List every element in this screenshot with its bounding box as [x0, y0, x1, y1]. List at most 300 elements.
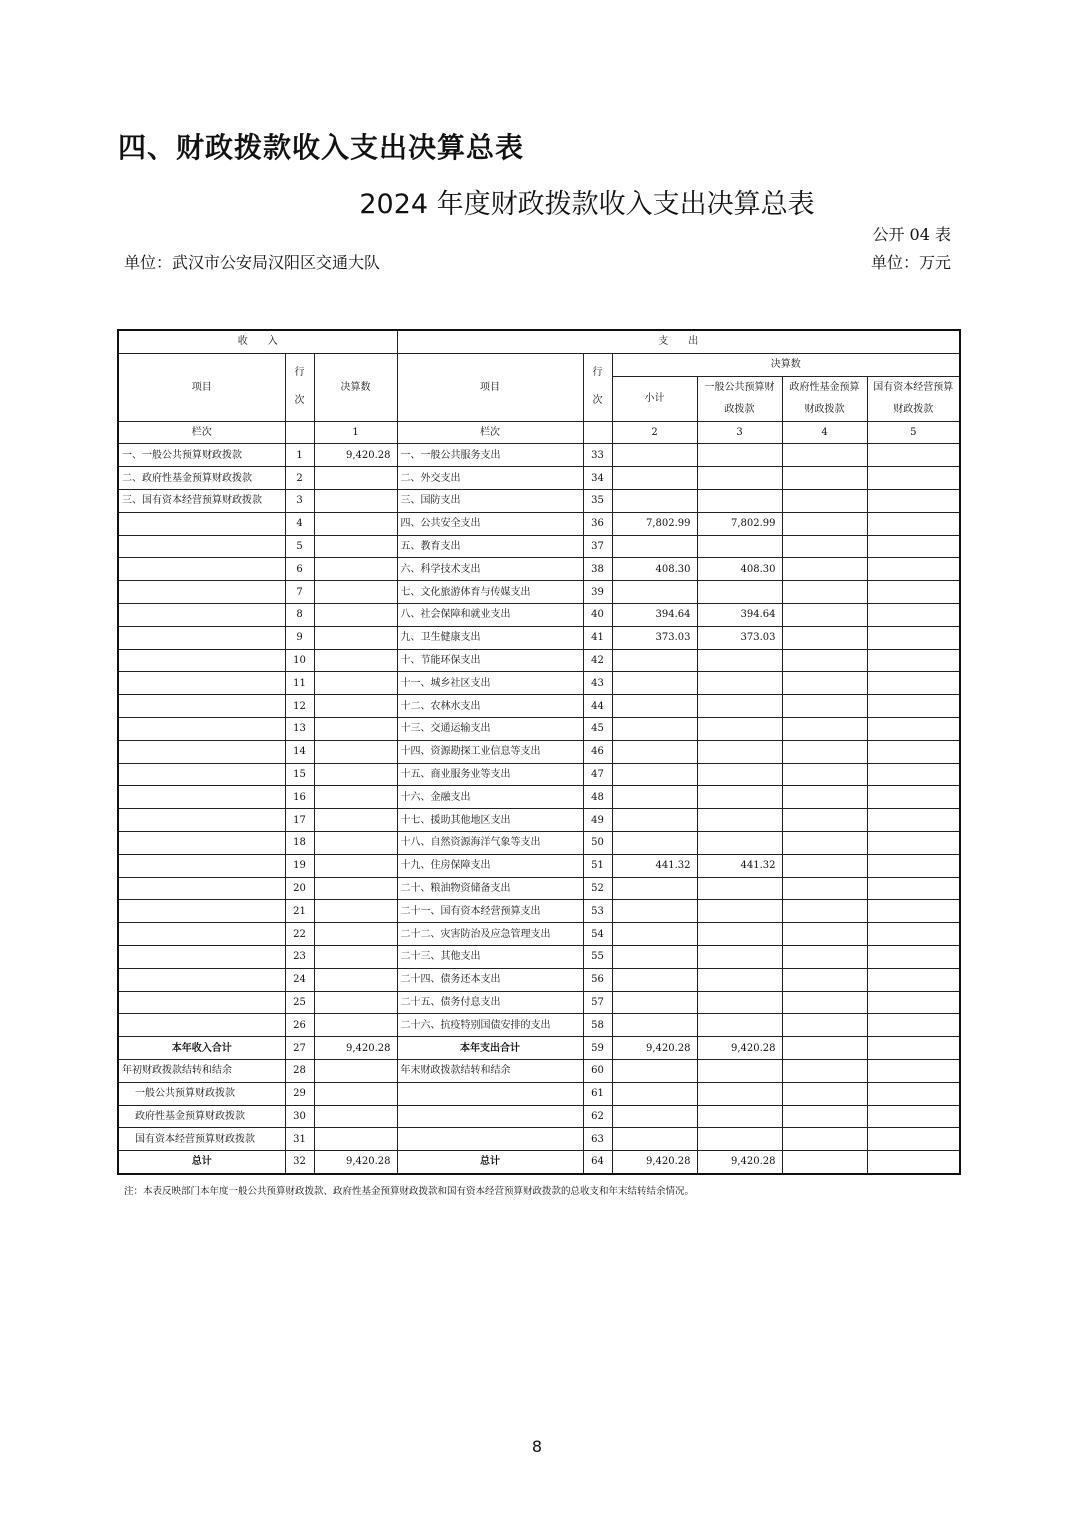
income-row-no: 15 — [285, 763, 314, 786]
form-number: 公开 04 表 — [872, 225, 951, 244]
income-amount: 9,420.28 — [314, 1037, 397, 1060]
income-row-no: 32 — [285, 1151, 314, 1174]
income-amount — [314, 1082, 397, 1105]
expense-gov-fund — [782, 1128, 867, 1151]
expense-row-no: 57 — [583, 991, 612, 1014]
expense-general — [697, 444, 782, 467]
expense-row-no: 54 — [583, 923, 612, 946]
expense-gov-fund — [782, 1082, 867, 1105]
expense-state-capital — [867, 991, 960, 1014]
income-amount — [314, 626, 397, 649]
expense-general — [697, 581, 782, 604]
col-3: 3 — [697, 421, 782, 444]
expense-gov-fund — [782, 854, 867, 877]
expense-subtotal — [612, 717, 697, 740]
income-row-no: 28 — [285, 1059, 314, 1082]
expense-general — [697, 763, 782, 786]
table-row — [118, 444, 960, 467]
income-amount — [314, 786, 397, 809]
income-row-no: 21 — [285, 900, 314, 923]
expense-gov-fund — [782, 786, 867, 809]
income-row-no: 24 — [285, 968, 314, 991]
expense-state-capital — [867, 945, 960, 968]
income-amount — [314, 900, 397, 923]
expense-item: 四、公共安全支出 — [397, 512, 583, 535]
expense-state-capital — [867, 923, 960, 946]
expense-item: 十一、城乡社区支出 — [397, 672, 583, 695]
income-amount — [314, 740, 397, 763]
expense-general — [697, 1082, 782, 1105]
expense-subtotal — [612, 1059, 697, 1082]
expense-row-no: 52 — [583, 877, 612, 900]
table-row — [118, 968, 960, 991]
income-amount — [314, 923, 397, 946]
expense-item: 二十一、国有资本经营预算支出 — [397, 900, 583, 923]
expense-item — [397, 1105, 583, 1128]
expense-subtotal — [612, 444, 697, 467]
expense-gov-fund — [782, 649, 867, 672]
income-amount — [314, 809, 397, 832]
income-item — [118, 581, 285, 604]
expense-item: 九、卫生健康支出 — [397, 626, 583, 649]
income-item — [118, 854, 285, 877]
income-row-no: 19 — [285, 854, 314, 877]
income-amount — [314, 1014, 397, 1037]
expense-general: 441.32 — [697, 854, 782, 877]
expense-subtotal: 9,420.28 — [612, 1151, 697, 1174]
income-amount — [314, 877, 397, 900]
table-row — [118, 581, 960, 604]
table-row — [118, 740, 960, 763]
expense-item: 十四、资源勘探工业信息等支出 — [397, 740, 583, 763]
income-amount — [314, 558, 397, 581]
expense-row-no: 51 — [583, 854, 612, 877]
expense-subtotal — [612, 489, 697, 512]
table-row — [118, 854, 960, 877]
expense-row-no: 56 — [583, 968, 612, 991]
expense-item: 十九、住房保障支出 — [397, 854, 583, 877]
expense-gov-fund — [782, 558, 867, 581]
expense-state-capital — [867, 831, 960, 854]
income-item — [118, 535, 285, 558]
expense-general — [697, 991, 782, 1014]
expense-general — [697, 900, 782, 923]
income-item: 本年收入合计 — [118, 1037, 285, 1060]
expense-gov-fund — [782, 877, 867, 900]
expense-state-capital — [867, 1059, 960, 1082]
expense-general: 7,802.99 — [697, 512, 782, 535]
expense-row-no: 62 — [583, 1105, 612, 1128]
table-row — [118, 923, 960, 946]
col-blank — [583, 421, 612, 444]
income-amount — [314, 695, 397, 718]
final-amount-header: 决算数 — [612, 353, 960, 376]
income-row-no: 4 — [285, 512, 314, 535]
expense-gov-fund — [782, 968, 867, 991]
income-item — [118, 831, 285, 854]
expense-item: 二十四、债务还本支出 — [397, 968, 583, 991]
income-amount — [314, 535, 397, 558]
expense-row-no: 33 — [583, 444, 612, 467]
income-amount: 9,420.28 — [314, 444, 397, 467]
income-row-no: 14 — [285, 740, 314, 763]
expense-state-capital — [867, 786, 960, 809]
expense-row-no: 34 — [583, 467, 612, 490]
income-item — [118, 991, 285, 1014]
expense-gov-fund — [782, 626, 867, 649]
expense-state-capital — [867, 854, 960, 877]
income-item — [118, 672, 285, 695]
income-row-no-header — [285, 353, 314, 421]
expense-row-no: 41 — [583, 626, 612, 649]
income-item — [118, 649, 285, 672]
table-row — [118, 809, 960, 832]
table-row — [118, 695, 960, 718]
expense-row-no: 44 — [583, 695, 612, 718]
expense-item: 二十、粮油物资储备支出 — [397, 877, 583, 900]
expense-row-no: 46 — [583, 740, 612, 763]
expense-item: 十、节能环保支出 — [397, 649, 583, 672]
expense-item: 五、教育支出 — [397, 535, 583, 558]
expense-state-capital — [867, 717, 960, 740]
expense-row-no: 55 — [583, 945, 612, 968]
expense-item: 十三、交通运输支出 — [397, 717, 583, 740]
expense-row-no: 37 — [583, 535, 612, 558]
expense-state-capital — [867, 444, 960, 467]
header-row-1 — [118, 330, 960, 353]
expense-state-capital — [867, 695, 960, 718]
expense-item: 十七、援助其他地区支出 — [397, 809, 583, 832]
income-header: 收 入 — [118, 330, 397, 353]
expense-state-capital — [867, 1128, 960, 1151]
expense-subtotal: 9,420.28 — [612, 1037, 697, 1060]
table-note: 注：本表反映部门本年度一般公共预算财政拨款、政府性基金预算财政拨款和国有资本经营预算财政拨款的总收支和年末结转结余情况。 — [124, 1186, 695, 1197]
expense-state-capital — [867, 1082, 960, 1105]
expense-gov-fund — [782, 1059, 867, 1082]
expense-subtotal — [612, 740, 697, 763]
expense-row-no: 40 — [583, 603, 612, 626]
expense-row-no-header — [583, 353, 612, 421]
unit-currency: 单位：万元 — [870, 253, 951, 272]
expense-gov-fund — [782, 603, 867, 626]
expense-item: 二、外交支出 — [397, 467, 583, 490]
expense-subtotal — [612, 877, 697, 900]
expense-subtotal — [612, 809, 697, 832]
income-row-no: 22 — [285, 923, 314, 946]
income-amount — [314, 1105, 397, 1128]
table-row — [118, 763, 960, 786]
table-row — [118, 786, 960, 809]
income-item: 一般公共预算财政拨款 — [118, 1082, 285, 1105]
table-row — [118, 877, 960, 900]
expense-row-no: 35 — [583, 489, 612, 512]
expense-item — [397, 1082, 583, 1105]
expense-state-capital — [867, 489, 960, 512]
expense-row-no: 60 — [583, 1059, 612, 1082]
table-row — [118, 1059, 960, 1082]
expense-item — [397, 1128, 583, 1151]
income-item — [118, 740, 285, 763]
income-item — [118, 763, 285, 786]
expense-gov-fund — [782, 444, 867, 467]
expense-general — [697, 945, 782, 968]
col-label: 栏次 — [118, 421, 285, 444]
expense-subtotal — [612, 467, 697, 490]
expense-item: 本年支出合计 — [397, 1037, 583, 1060]
income-amount — [314, 1059, 397, 1082]
expense-state-capital — [867, 649, 960, 672]
table-row — [118, 626, 960, 649]
general-budget-header: 一般公共预算财政拨款 — [697, 376, 782, 421]
expense-state-capital — [867, 1151, 960, 1174]
expense-row-no: 39 — [583, 581, 612, 604]
expense-subtotal — [612, 786, 697, 809]
expense-row-no: 61 — [583, 1082, 612, 1105]
expense-row-no: 64 — [583, 1151, 612, 1174]
income-row-no: 26 — [285, 1014, 314, 1037]
expense-subtotal: 394.64 — [612, 603, 697, 626]
expense-row-no: 49 — [583, 809, 612, 832]
expense-gov-fund — [782, 1151, 867, 1174]
expense-item: 总计 — [397, 1151, 583, 1174]
expense-state-capital — [867, 1105, 960, 1128]
expense-subtotal — [612, 1014, 697, 1037]
table-row — [118, 831, 960, 854]
expense-general — [697, 968, 782, 991]
income-row-no: 16 — [285, 786, 314, 809]
expense-general — [697, 489, 782, 512]
expense-row-no: 58 — [583, 1014, 612, 1037]
income-item — [118, 945, 285, 968]
expense-subtotal: 7,802.99 — [612, 512, 697, 535]
expense-subtotal — [612, 695, 697, 718]
expense-item: 六、科学技术支出 — [397, 558, 583, 581]
expense-state-capital — [867, 512, 960, 535]
col-5: 5 — [867, 421, 960, 444]
expense-general: 373.03 — [697, 626, 782, 649]
expense-subtotal — [612, 581, 697, 604]
income-amount — [314, 831, 397, 854]
expense-state-capital — [867, 672, 960, 695]
income-amount — [314, 672, 397, 695]
expense-row-no: 42 — [583, 649, 612, 672]
expense-row-no: 47 — [583, 763, 612, 786]
table-row — [118, 945, 960, 968]
expense-gov-fund — [782, 672, 867, 695]
expense-state-capital — [867, 535, 960, 558]
table-row — [118, 991, 960, 1014]
income-item — [118, 603, 285, 626]
income-item — [118, 809, 285, 832]
income-row-no: 6 — [285, 558, 314, 581]
expense-subtotal — [612, 672, 697, 695]
expense-gov-fund — [782, 512, 867, 535]
expense-gov-fund — [782, 1105, 867, 1128]
expense-subtotal: 441.32 — [612, 854, 697, 877]
table-row — [118, 467, 960, 490]
expense-general: 394.64 — [697, 603, 782, 626]
expense-row-no: 59 — [583, 1037, 612, 1060]
expense-row-no: 38 — [583, 558, 612, 581]
table-row — [118, 1105, 960, 1128]
col-label: 栏次 — [397, 421, 583, 444]
row-no-label: 行 次 — [294, 367, 305, 407]
expense-subtotal — [612, 968, 697, 991]
table-row — [118, 1128, 960, 1151]
income-item — [118, 968, 285, 991]
page-number: 8 — [531, 1437, 543, 1456]
expense-state-capital — [867, 1014, 960, 1037]
expense-subtotal — [612, 763, 697, 786]
expense-state-capital — [867, 1037, 960, 1060]
expense-subtotal: 373.03 — [612, 626, 697, 649]
expense-item: 二十五、债务付息支出 — [397, 991, 583, 1014]
table-row — [118, 1014, 960, 1037]
expense-gov-fund — [782, 489, 867, 512]
expense-general — [697, 1059, 782, 1082]
table-row — [118, 1151, 960, 1174]
expense-general — [697, 717, 782, 740]
expense-item: 一、一般公共服务支出 — [397, 444, 583, 467]
income-item — [118, 877, 285, 900]
income-item — [118, 626, 285, 649]
fiscal-summary-table — [117, 329, 961, 1175]
expense-row-no: 53 — [583, 900, 612, 923]
income-item — [118, 900, 285, 923]
income-row-no: 18 — [285, 831, 314, 854]
subtotal-header: 小计 — [612, 376, 697, 421]
income-row-no: 20 — [285, 877, 314, 900]
income-item — [118, 786, 285, 809]
expense-general — [697, 1128, 782, 1151]
expense-state-capital — [867, 877, 960, 900]
expense-subtotal — [612, 945, 697, 968]
expense-general — [697, 467, 782, 490]
income-amount — [314, 945, 397, 968]
income-amount — [314, 1128, 397, 1151]
income-item: 二、政府性基金预算财政拨款 — [118, 467, 285, 490]
expense-general — [697, 809, 782, 832]
table-row — [118, 603, 960, 626]
expense-row-no: 50 — [583, 831, 612, 854]
income-item: 一、一般公共预算财政拨款 — [118, 444, 285, 467]
income-item — [118, 558, 285, 581]
expense-state-capital — [867, 740, 960, 763]
expense-row-no: 36 — [583, 512, 612, 535]
expense-gov-fund — [782, 809, 867, 832]
expense-gov-fund — [782, 991, 867, 1014]
income-item-header: 项目 — [118, 353, 285, 421]
income-row-no: 7 — [285, 581, 314, 604]
expense-general — [697, 877, 782, 900]
state-capital-header: 国有资本经营预算财政拨款 — [867, 376, 960, 421]
expense-item: 年末财政拨款结转和结余 — [397, 1059, 583, 1082]
income-row-no: 11 — [285, 672, 314, 695]
expense-state-capital — [867, 626, 960, 649]
income-row-no: 27 — [285, 1037, 314, 1060]
expense-gov-fund — [782, 900, 867, 923]
income-amount — [314, 854, 397, 877]
expense-general: 9,420.28 — [697, 1151, 782, 1174]
column-index-row — [118, 421, 960, 444]
expense-item: 二十二、灾害防治及应急管理支出 — [397, 923, 583, 946]
expense-item: 十八、自然资源海洋气象等支出 — [397, 831, 583, 854]
income-row-no: 29 — [285, 1082, 314, 1105]
table-row — [118, 649, 960, 672]
col-blank — [285, 421, 314, 444]
table-row — [118, 1082, 960, 1105]
expense-subtotal — [612, 649, 697, 672]
row-no-label: 行 次 — [592, 367, 603, 407]
expense-subtotal — [612, 1128, 697, 1151]
income-row-no: 10 — [285, 649, 314, 672]
expense-state-capital — [867, 809, 960, 832]
income-amount — [314, 512, 397, 535]
income-row-no: 3 — [285, 489, 314, 512]
expense-subtotal — [612, 1105, 697, 1128]
income-item: 国有资本经营预算财政拨款 — [118, 1128, 285, 1151]
expense-general — [697, 740, 782, 763]
income-amount — [314, 968, 397, 991]
expense-gov-fund — [782, 831, 867, 854]
col-1: 1 — [314, 421, 397, 444]
income-amount — [314, 581, 397, 604]
expense-gov-fund — [782, 535, 867, 558]
expense-gov-fund — [782, 695, 867, 718]
expense-general — [697, 535, 782, 558]
expense-gov-fund — [782, 467, 867, 490]
expense-item: 二十六、抗疫特别国债安排的支出 — [397, 1014, 583, 1037]
expense-item: 二十三、其他支出 — [397, 945, 583, 968]
expense-state-capital — [867, 581, 960, 604]
expense-subtotal: 408.30 — [612, 558, 697, 581]
table-row — [118, 672, 960, 695]
expense-gov-fund — [782, 717, 867, 740]
expense-gov-fund — [782, 1014, 867, 1037]
expense-gov-fund — [782, 1037, 867, 1060]
expense-item-header: 项目 — [397, 353, 583, 421]
income-row-no: 5 — [285, 535, 314, 558]
expense-state-capital — [867, 603, 960, 626]
income-amount — [314, 467, 397, 490]
table-row — [118, 558, 960, 581]
income-item: 政府性基金预算财政拨款 — [118, 1105, 285, 1128]
expense-subtotal — [612, 535, 697, 558]
income-amount — [314, 489, 397, 512]
col-4: 4 — [782, 421, 867, 444]
expense-gov-fund — [782, 945, 867, 968]
income-item: 年初财政拨款结转和结余 — [118, 1059, 285, 1082]
expense-general — [697, 672, 782, 695]
income-item — [118, 512, 285, 535]
expense-row-no: 63 — [583, 1128, 612, 1151]
income-item — [118, 923, 285, 946]
table-row — [118, 1037, 960, 1060]
expense-general — [697, 1105, 782, 1128]
income-row-no: 2 — [285, 467, 314, 490]
table-row — [118, 489, 960, 512]
income-row-no: 25 — [285, 991, 314, 1014]
expense-state-capital — [867, 467, 960, 490]
income-row-no: 1 — [285, 444, 314, 467]
expense-state-capital — [867, 558, 960, 581]
expense-general: 408.30 — [697, 558, 782, 581]
expense-subtotal — [612, 900, 697, 923]
income-row-no: 9 — [285, 626, 314, 649]
col-2: 2 — [612, 421, 697, 444]
expense-subtotal — [612, 991, 697, 1014]
expense-row-no: 48 — [583, 786, 612, 809]
